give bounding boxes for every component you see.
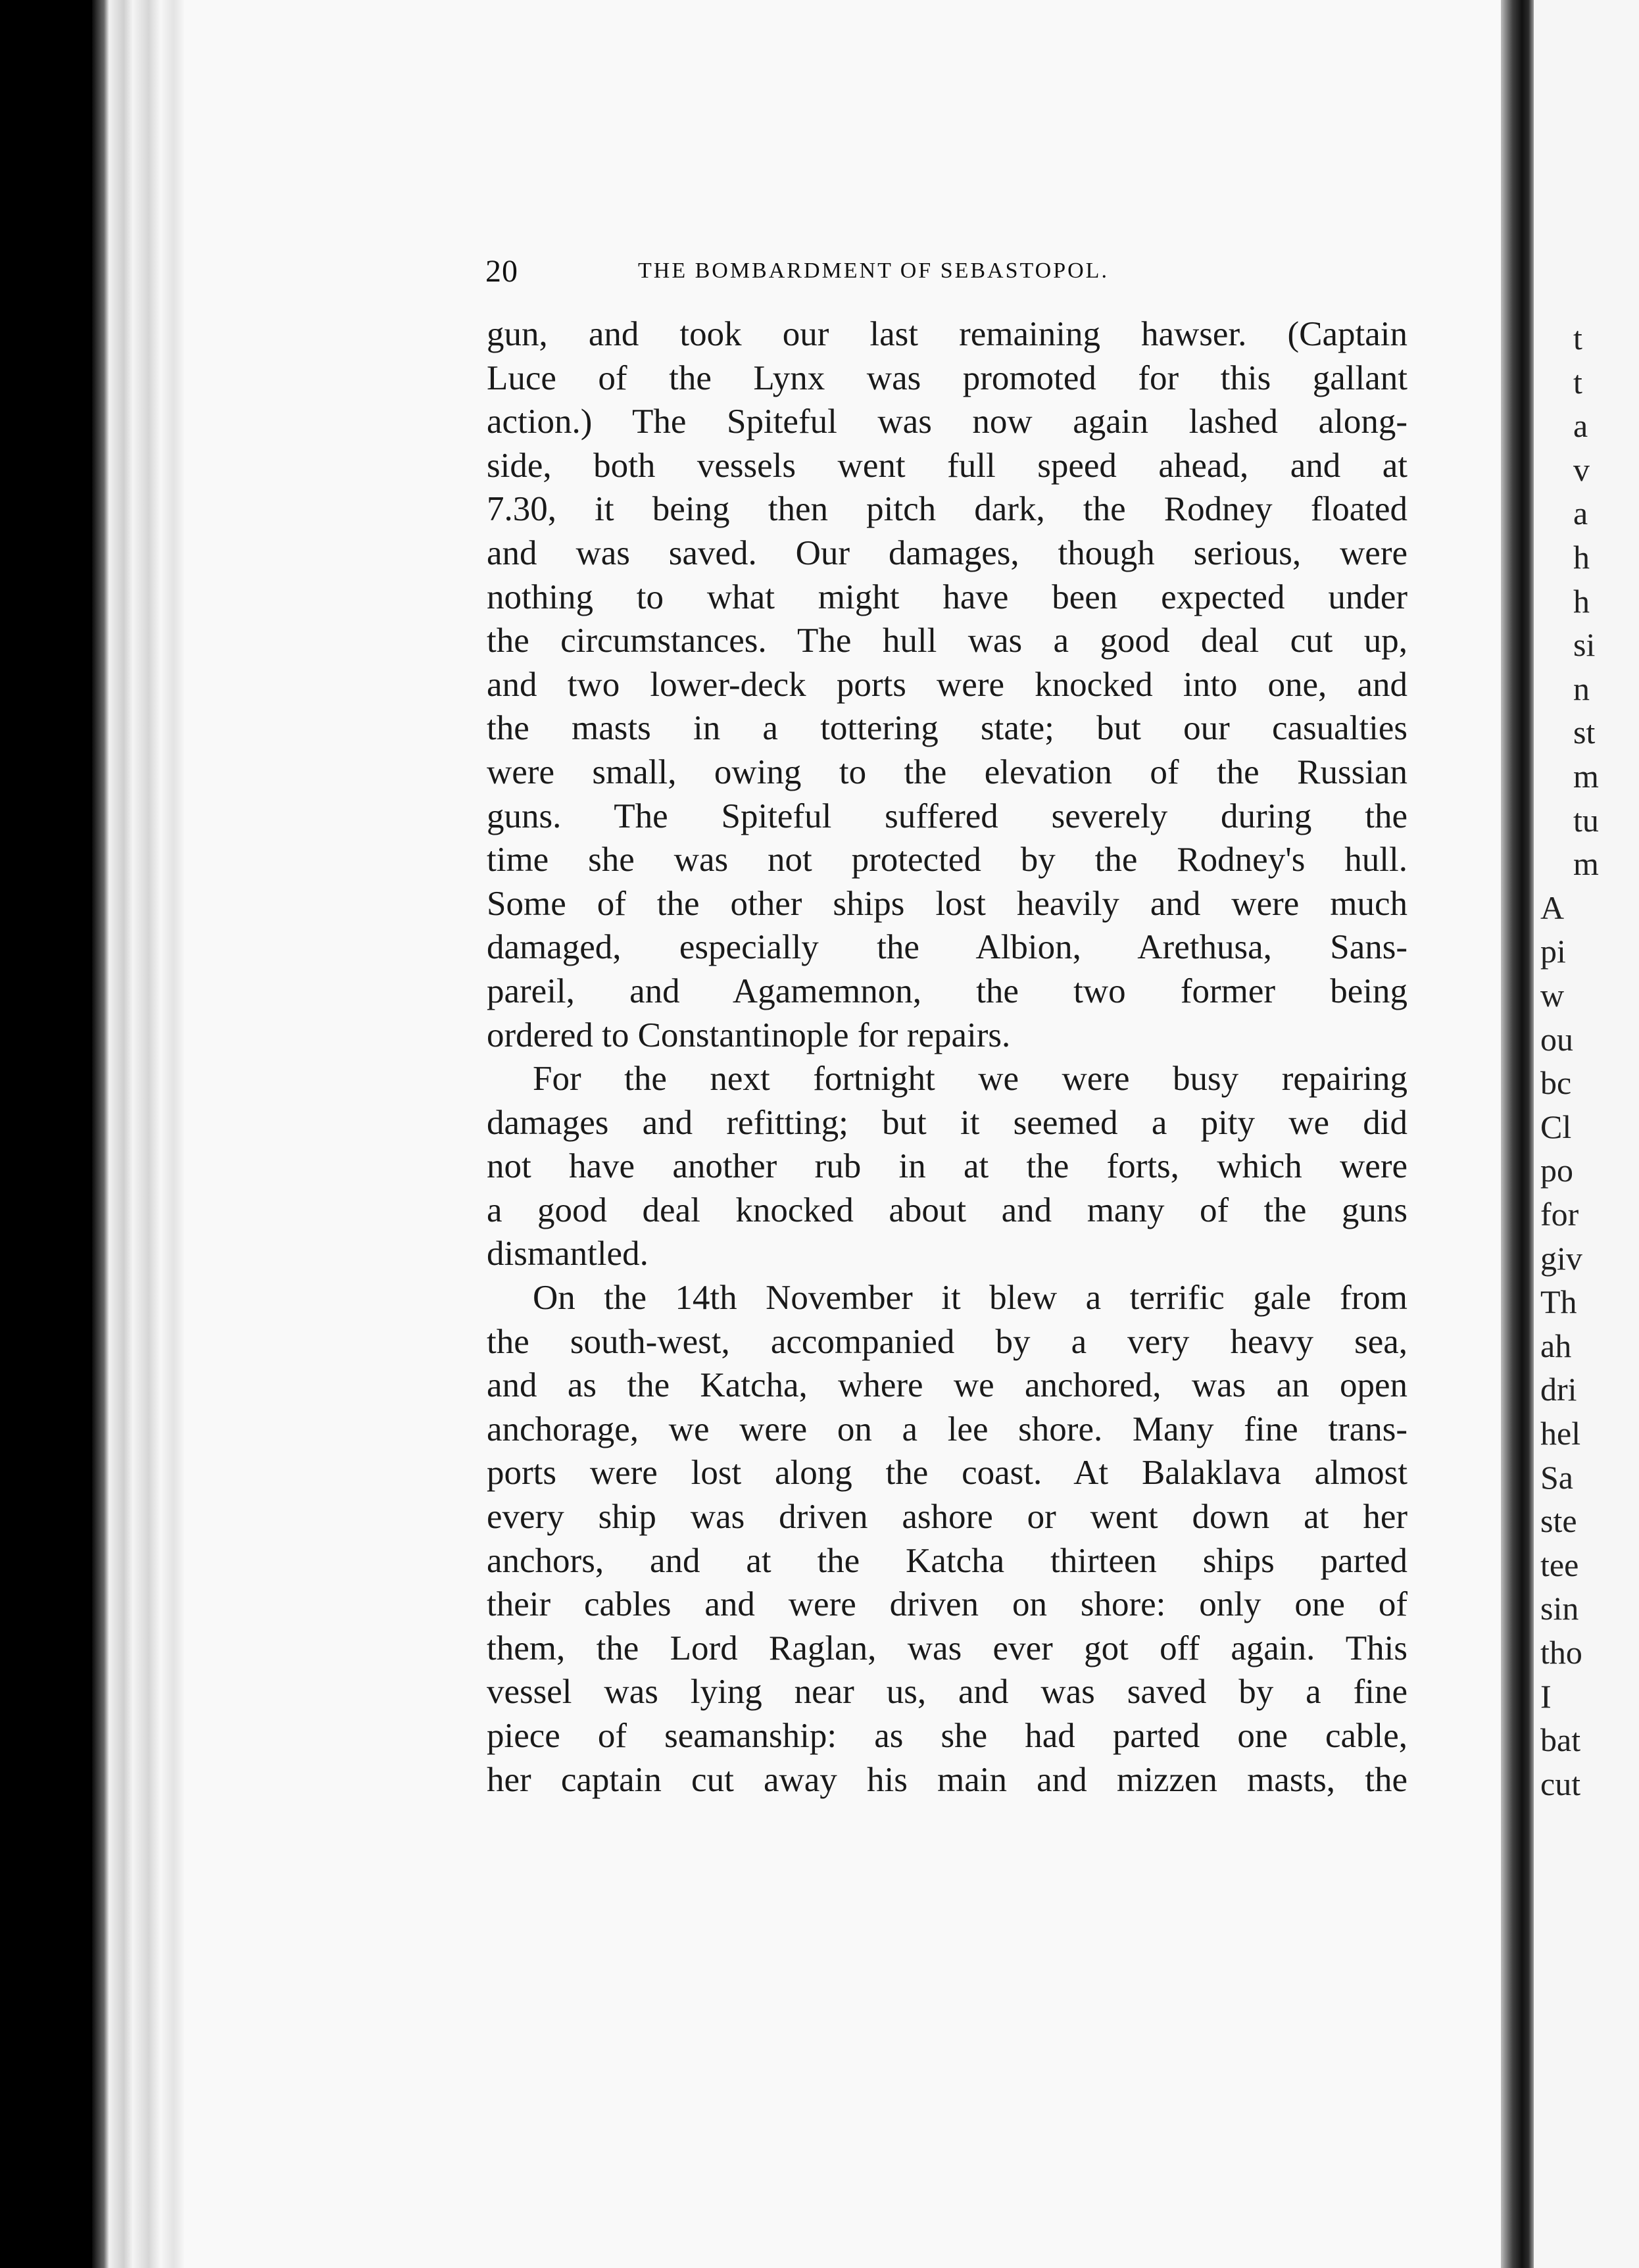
text-line: 7.30, it being then pitch dark, the Rodney floated xyxy=(487,490,1407,529)
text-line: the masts in a tottering state; but our casualties xyxy=(487,709,1407,748)
facing-page-fragment: for xyxy=(1540,1196,1579,1233)
facing-page-fragment: A xyxy=(1540,889,1565,926)
facing-page-fragment: Cl xyxy=(1540,1108,1572,1145)
text-line: anchorage, we were on a lee shore. Many fine trans- xyxy=(487,1410,1407,1448)
text-line: the circumstances. The hull was a good deal cut up, xyxy=(487,622,1407,660)
facing-page-fragment: n xyxy=(1573,670,1590,707)
facing-page-fragment: sin xyxy=(1540,1590,1579,1627)
facing-page-fragment: st xyxy=(1573,714,1596,751)
text-line: and was saved. Our damages, though serious, were xyxy=(487,533,1407,572)
facing-page-fragment: h xyxy=(1573,582,1590,620)
facing-page-fragment: Sa xyxy=(1540,1458,1573,1496)
text-line: ordered to Constantinople for repairs. xyxy=(487,1016,1011,1054)
text-line: guns. The Spiteful suffered severely during the xyxy=(487,797,1407,835)
facing-page-fragment: m xyxy=(1573,758,1599,795)
text-line: were small, owing to the elevation of the Russian xyxy=(487,752,1407,791)
facing-page-fragment: bat xyxy=(1540,1721,1581,1759)
text-line: every ship was driven ashore or went down at her xyxy=(487,1498,1407,1537)
facing-page xyxy=(1534,0,1639,2268)
facing-page-fragment: bc xyxy=(1540,1064,1572,1102)
text-line: vessel was lying near us, and was saved by a fine xyxy=(487,1673,1407,1712)
text-line: side, both vessels went full speed ahead, and at xyxy=(487,446,1407,485)
text-line: nothing to what might have been expected under xyxy=(487,578,1407,616)
facing-page-fragment: Th xyxy=(1540,1283,1577,1321)
text-line: damaged, especially the Albion, Arethusa, Sans- xyxy=(487,928,1407,967)
body-text xyxy=(487,312,1407,1802)
text-line: time she was not protected by the Rodney's hull. xyxy=(487,841,1407,879)
text-line: For the next fortnight we were busy repairing xyxy=(533,1060,1407,1098)
facing-page-fragment: ste xyxy=(1540,1502,1577,1540)
page-header xyxy=(485,253,1242,294)
text-line: pareil, and Agamemnon, the two former being xyxy=(487,972,1407,1010)
text-line: a good deal knocked about and many of the guns xyxy=(487,1191,1407,1229)
text-line: and two lower-deck ports were knocked into one, and xyxy=(487,665,1407,704)
facing-page-fragment: w xyxy=(1540,977,1565,1014)
facing-page-fragment: si xyxy=(1573,626,1596,664)
running-head: THE BOMBARDMENT OF SEBASTOPOL. xyxy=(638,259,1109,283)
scan-left-border xyxy=(0,0,95,2268)
facing-page-fragment: t xyxy=(1573,363,1582,401)
facing-page-fragment: a xyxy=(1573,495,1588,532)
facing-page-fragment: po xyxy=(1540,1152,1573,1189)
text-line: her captain cut away his main and mizzen masts, the xyxy=(487,1760,1407,1799)
text-line: anchors, and at the Katcha thirteen ships parted xyxy=(487,1541,1407,1580)
text-line: the south-west, accompanied by a very heavy sea, xyxy=(487,1322,1407,1361)
text-line: them, the Lord Raglan, was ever got off again. This xyxy=(487,1629,1407,1667)
facing-page-fragment: v xyxy=(1573,451,1590,488)
facing-page-fragment: a xyxy=(1573,407,1588,445)
text-line: dismantled. xyxy=(487,1235,648,1273)
text-line: not have another rub in at the forts, which were xyxy=(487,1147,1407,1186)
facing-page-fragment: I xyxy=(1540,1677,1552,1715)
text-line: On the 14th November it blew a terrific gale from xyxy=(533,1279,1407,1318)
book-gutter xyxy=(1501,0,1534,2268)
text-line: damages and refitting; but it seemed a pity we did xyxy=(487,1103,1407,1142)
facing-page-fragment: t xyxy=(1573,320,1582,357)
facing-page-fragment: pi xyxy=(1540,933,1566,970)
text-line: gun, and took our last remaining hawser. (Captain xyxy=(487,315,1407,353)
text-line: and as the Katcha, where we anchored, was an open xyxy=(487,1366,1407,1405)
facing-page-fragment: tu xyxy=(1573,801,1599,839)
facing-page-fragment: tee xyxy=(1540,1546,1579,1583)
facing-page-fragment: ou xyxy=(1540,1020,1573,1058)
text-line: action.) The Spiteful was now again lashed along- xyxy=(487,403,1407,441)
text-line: Luce of the Lynx was promoted for this gallant xyxy=(487,358,1407,397)
text-line: Some of the other ships lost heavily and were much xyxy=(487,884,1407,923)
text-line: piece of seamanship: as she had parted one cable, xyxy=(487,1717,1407,1755)
facing-page-fragment: h xyxy=(1573,539,1590,576)
facing-page-fragment: ah xyxy=(1540,1327,1572,1364)
page-edges xyxy=(92,0,184,2268)
facing-page-fragment: giv xyxy=(1540,1239,1582,1277)
facing-page-fragment: m xyxy=(1573,845,1599,883)
text-line: ports were lost along the coast. At Balaklava almost xyxy=(487,1454,1407,1492)
facing-page-fragment: tho xyxy=(1540,1634,1582,1671)
facing-page-fragment: dri xyxy=(1540,1371,1577,1408)
facing-page-fragment: cut xyxy=(1540,1765,1581,1802)
page-number: 20 xyxy=(485,254,518,289)
text-line: their cables and were driven on shore: only one of xyxy=(487,1585,1407,1624)
facing-page-fragment: hel xyxy=(1540,1415,1581,1452)
